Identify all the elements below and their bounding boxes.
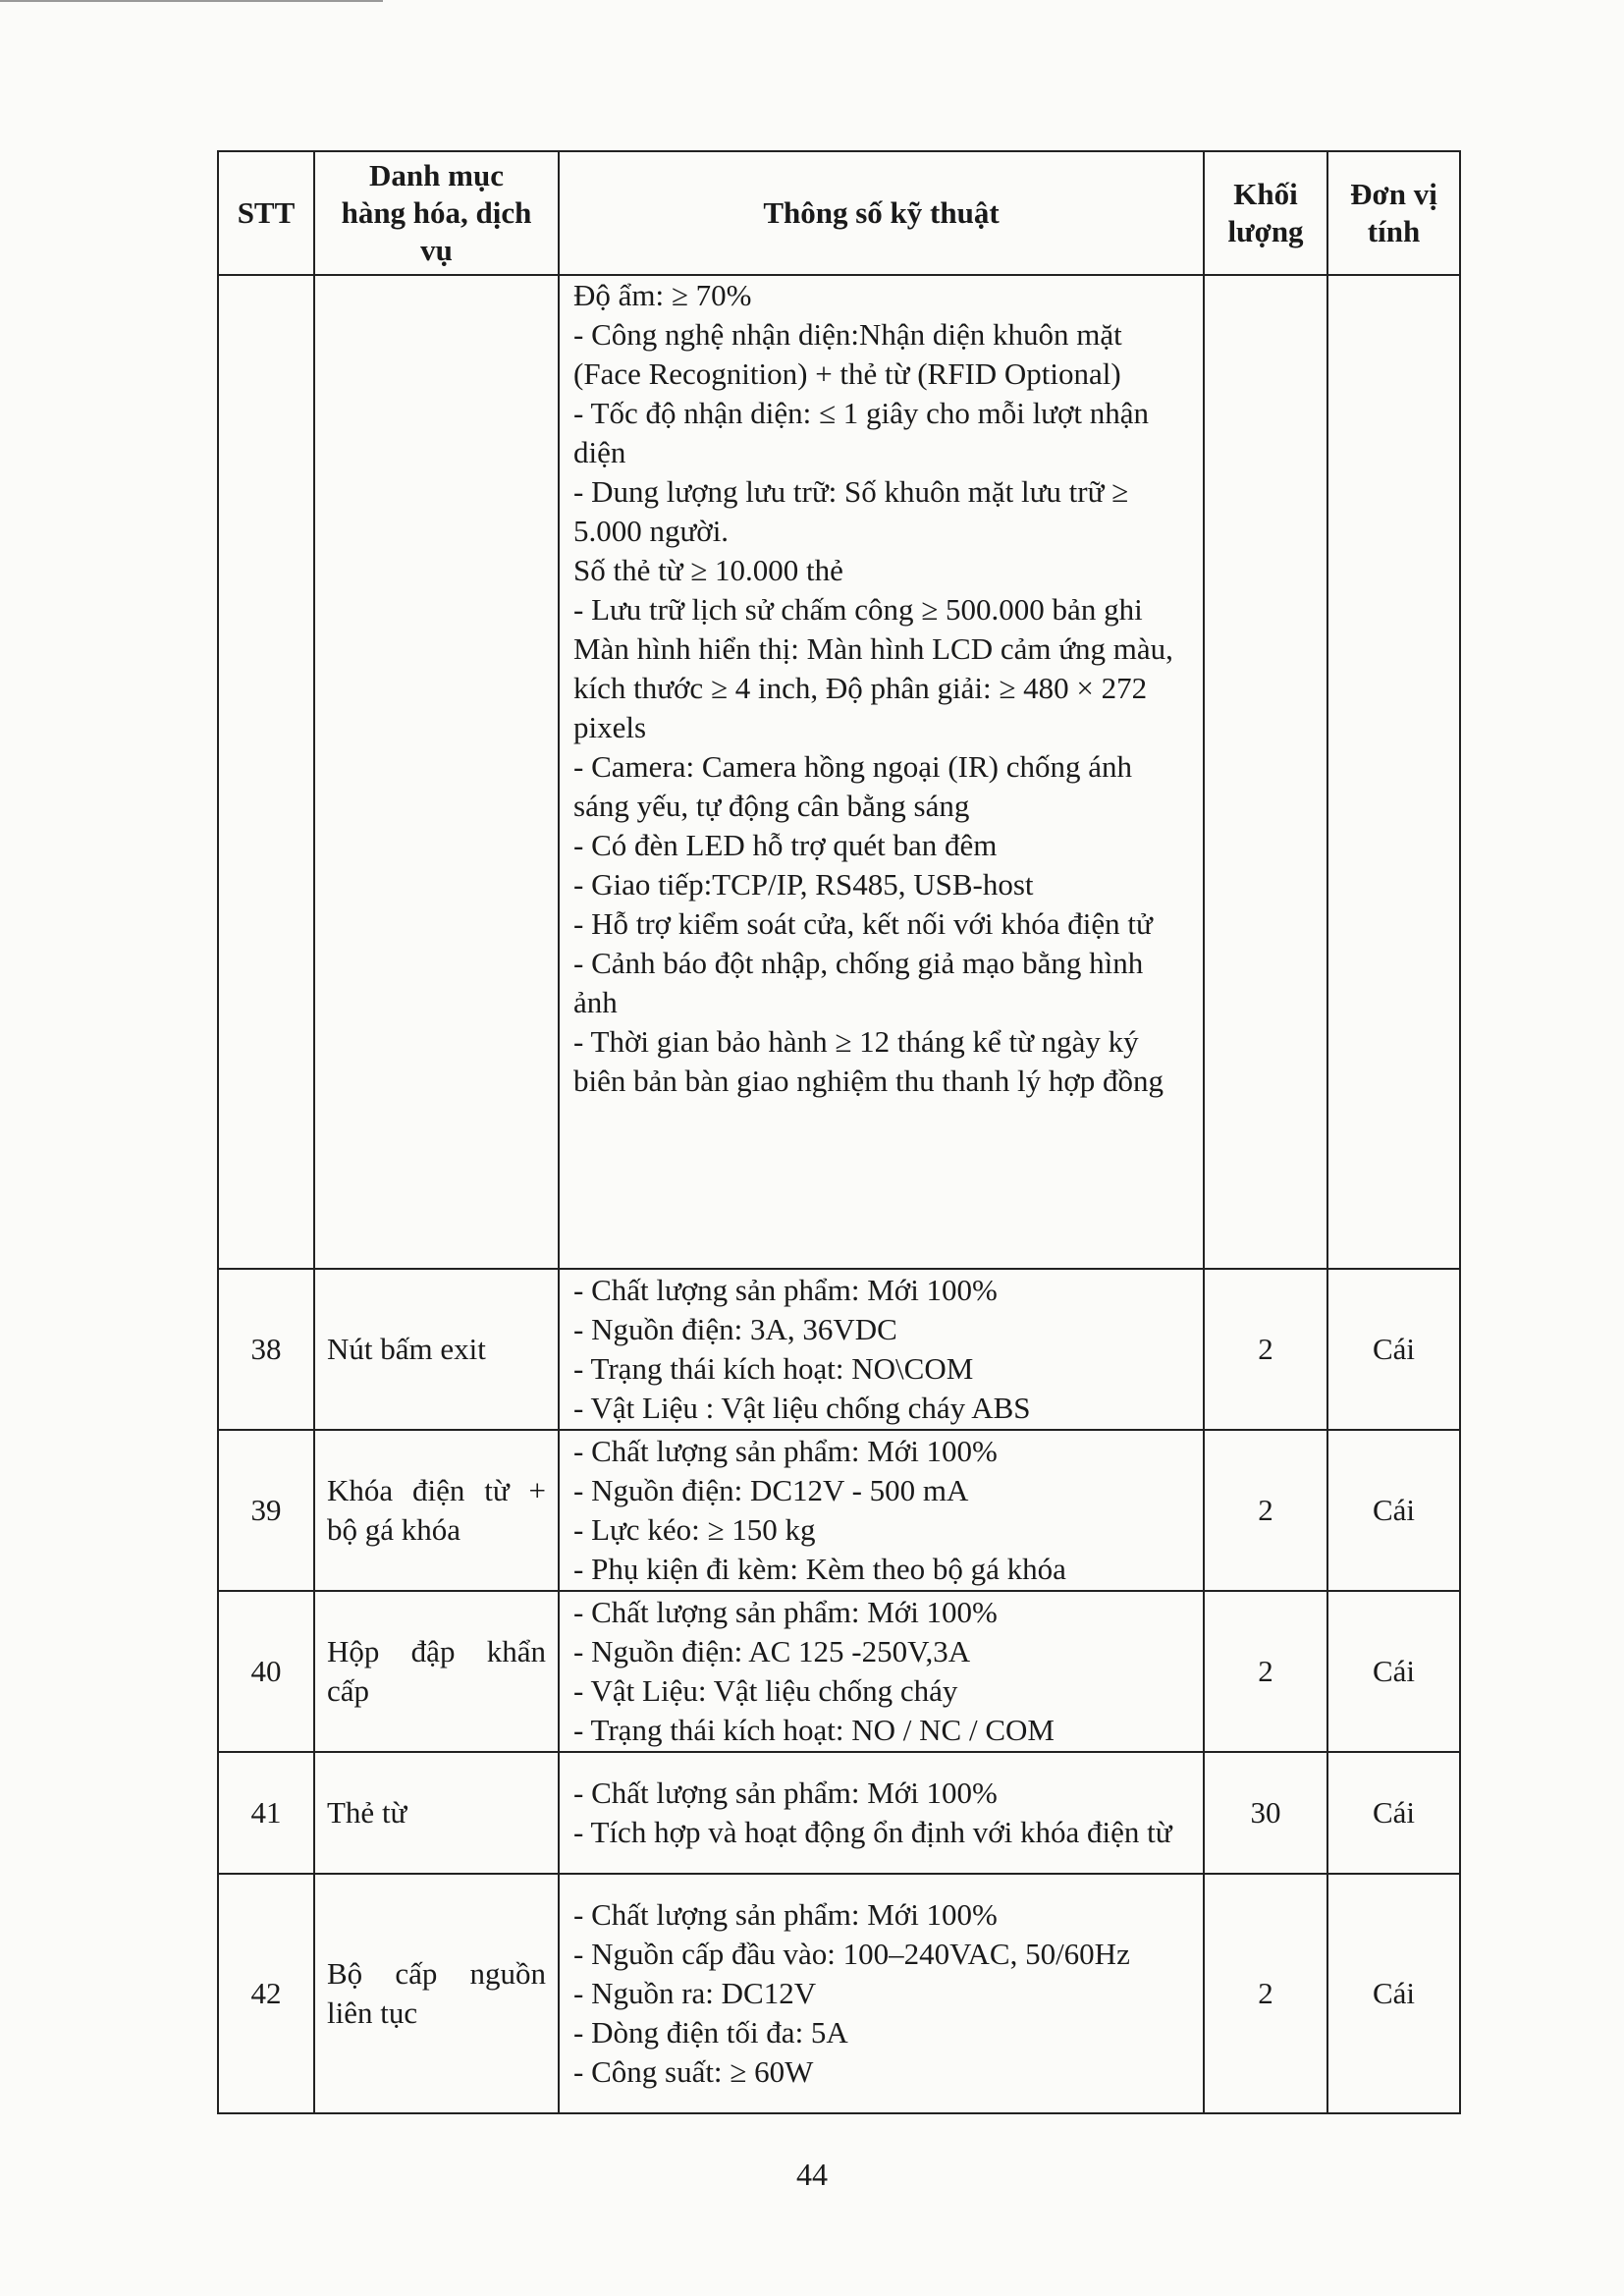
spec-line: - Phụ kiện đi kèm: Kèm theo bộ gá khóa — [573, 1552, 1066, 1586]
spec-line: Độ ẩm: ≥ 70% — [573, 278, 752, 312]
spec-line: - Chất lượng sản phẩm: Mới 100% — [573, 1595, 998, 1629]
spec-line: - Chất lượng sản phẩm: Mới 100% — [573, 1273, 998, 1307]
cell-unit: Cái — [1327, 1874, 1460, 2113]
spec-line: - Camera: Camera hồng ngoại (IR) chống ánh sáng yếu, tự động cân bằng sáng — [573, 749, 1133, 823]
table-row-continued — [218, 275, 1460, 1269]
spec-line: - Cảnh báo đột nhập, chống giả mạo bằng hình ảnh — [573, 946, 1144, 1019]
spec-line: - Chất lượng sản phẩm: Mới 100% — [573, 1897, 998, 1932]
cell-qty: 30 — [1204, 1752, 1327, 1874]
cell-unit: Cái — [1327, 1591, 1460, 1752]
table-row — [218, 1269, 1460, 1430]
spec-line: - Dung lượng lưu trữ: Số khuôn mặt lưu trữ ≥ 5.000 người. — [573, 474, 1129, 548]
cell-unit: Cái — [1327, 1430, 1460, 1591]
cell-qty: 2 — [1204, 1591, 1327, 1752]
spec-line: - Nguồn cấp đầu vào: 100–240VAC, 50/60Hz — [573, 1937, 1130, 1971]
cell-stt: 40 — [218, 1591, 314, 1752]
cell-name-empty — [314, 275, 559, 1269]
cell-stt-empty — [218, 275, 314, 1269]
specification-table — [217, 150, 1461, 2114]
header-item-name: Danh mục hàng hóa, dịch vụ — [314, 151, 559, 275]
spec-line: - Công nghệ nhận diện:Nhận diện khuôn mặt (Face Recognition) + thẻ từ (RFID Optional) — [573, 317, 1122, 391]
spec-line: - Nguồn điện: DC12V - 500 mA — [573, 1473, 969, 1507]
cell-qty: 2 — [1204, 1269, 1327, 1430]
spec-line: - Chất lượng sản phẩm: Mới 100% — [573, 1434, 998, 1468]
cell-unit-empty — [1327, 275, 1460, 1269]
spec-line: Số thẻ từ ≥ 10.000 thẻ — [573, 553, 843, 587]
cell-spec — [559, 1591, 1204, 1752]
spec-line: - Nguồn điện: AC 125 -250V,3A — [573, 1634, 971, 1668]
spec-line: - Hỗ trợ kiểm soát cửa, kết nối với khóa điện tử — [573, 906, 1153, 941]
cell-unit: Cái — [1327, 1269, 1460, 1430]
cell-unit: Cái — [1327, 1752, 1460, 1874]
page-number: 44 — [796, 2157, 828, 2192]
cell-item-name: Thẻ từ — [314, 1752, 559, 1874]
cell-qty: 2 — [1204, 1430, 1327, 1591]
spec-line: - Lưu trữ lịch sử chấm công ≥ 500.000 bản ghi — [573, 592, 1143, 627]
cell-spec — [559, 1874, 1204, 2113]
table-row — [218, 1752, 1460, 1874]
cell-stt: 39 — [218, 1430, 314, 1591]
spec-line: - Trạng thái kích hoạt: NO\COM — [573, 1351, 974, 1386]
spec-line: - Nguồn ra: DC12V — [573, 1976, 817, 2010]
spec-line: - Trạng thái kích hoạt: NO / NC / COM — [573, 1713, 1055, 1747]
spec-line: - Chất lượng sản phẩm: Mới 100% — [573, 1776, 998, 1810]
table-row — [218, 1874, 1460, 2113]
spec-line: - Công suất: ≥ 60W — [573, 2054, 814, 2089]
spec-line: - Tốc độ nhận diện: ≤ 1 giây cho mỗi lượt nhận diện — [573, 396, 1150, 469]
cell-stt: 41 — [218, 1752, 314, 1874]
cell-stt: 42 — [218, 1874, 314, 2113]
spec-line: - Nguồn điện: 3A, 36VDC — [573, 1312, 897, 1346]
cell-spec-continued — [559, 275, 1204, 1269]
spec-line: Màn hình hiển thị: Màn hình LCD cảm ứng màu, kích thước ≥ 4 inch, Độ phân giải: ≥ 480 × 272 pixels — [573, 631, 1173, 744]
cell-spec — [559, 1752, 1204, 1874]
spec-line: - Tích hợp và hoạt động ổn định với khóa điện từ — [573, 1815, 1172, 1849]
spec-line: - Vật Liệu: Vật liệu chống cháy — [573, 1673, 958, 1708]
cell-spec — [559, 1430, 1204, 1591]
spec-line: - Thời gian bảo hành ≥ 12 tháng kể từ ngày ký biên bản bàn giao nghiệm thu thanh lý hợp đồng — [573, 1024, 1164, 1098]
cell-item-name: Bộ cấp nguồn liên tục — [314, 1874, 559, 2113]
table-row — [218, 1591, 1460, 1752]
cell-item-name: Nút bấm exit — [314, 1269, 559, 1430]
scan-edge-line — [0, 0, 383, 2]
cell-spec — [559, 1269, 1204, 1430]
header-unit: Đơn vị tính — [1327, 151, 1460, 275]
cell-qty-empty — [1204, 275, 1327, 1269]
spec-line: - Có đèn LED hỗ trợ quét ban đêm — [573, 828, 998, 862]
spec-line: - Lực kéo: ≥ 150 kg — [573, 1512, 816, 1547]
header-quantity: Khối lượng — [1204, 151, 1327, 275]
cell-item-name: Hộp đập khẩn cấp — [314, 1591, 559, 1752]
table-row — [218, 1430, 1460, 1591]
cell-stt: 38 — [218, 1269, 314, 1430]
spec-line: - Giao tiếp:TCP/IP, RS485, USB-host — [573, 867, 1034, 902]
header-stt: STT — [218, 151, 314, 275]
spec-line: - Vật Liệu : Vật liệu chống cháy ABS — [573, 1391, 1031, 1425]
header-specification: Thông số kỹ thuật — [559, 151, 1204, 275]
table-header-row — [218, 151, 1460, 275]
cell-qty: 2 — [1204, 1874, 1327, 2113]
spec-line: - Dòng điện tối đa: 5A — [573, 2015, 848, 2050]
cell-item-name: Khóa điện từ + bộ gá khóa — [314, 1430, 559, 1591]
